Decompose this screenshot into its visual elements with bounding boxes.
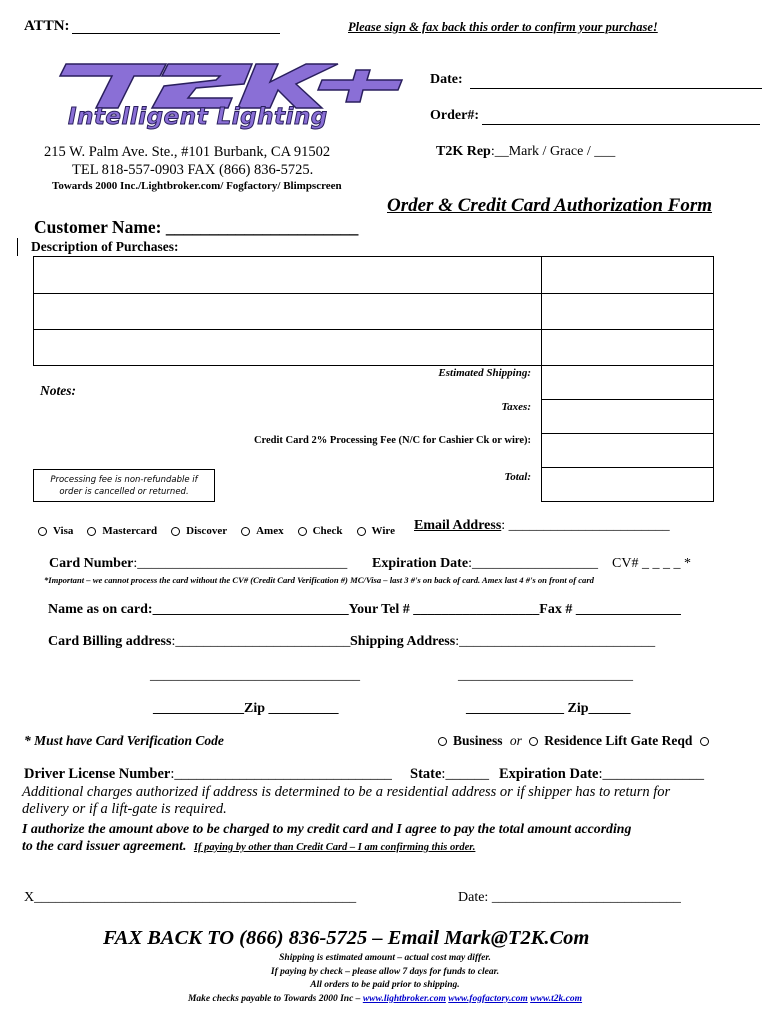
payment-discover[interactable]: Discover — [171, 525, 227, 537]
authorize-line-1: I authorize the amount above to be charged to my credit card and I agree to pay the total amount according — [22, 821, 632, 836]
state-field[interactable]: State:______ — [410, 766, 489, 782]
payment-visa[interactable]: Visa — [38, 525, 73, 537]
attn-label: ATTN: — [24, 18, 70, 34]
notes-label: Notes: — [40, 383, 76, 398]
fee-label: Credit Card 2% Processing Fee (N/C for Cashier Ck or wire): — [253, 435, 531, 446]
billing-address-line-2[interactable]: ______________________________ — [150, 668, 360, 683]
authorize-note: If paying by other than Credit Card – I am confirming this order. — [193, 842, 476, 853]
payment-methods — [38, 521, 405, 539]
footer-line-1: Shipping is estimated amount – actual cost may differ. — [279, 953, 491, 963]
company-phone-fax: TEL 818-557-0903 FAX (866) 836-5725. — [72, 162, 314, 178]
billing-zip-field[interactable]: _____________Zip __________ — [153, 701, 339, 716]
company-address: 215 W. Palm Ave. Ste., #101 Burbank, CA 91502 — [44, 144, 331, 160]
radio-icon — [438, 737, 447, 746]
fee-notice-line-1: Processing fee is non-refundable if — [50, 475, 198, 485]
taxes-amount[interactable] — [541, 399, 714, 434]
card-expiration-field[interactable]: Expiration Date:__________________ — [372, 556, 598, 571]
fee-notice-line-2: order is cancelled or returned. — [59, 487, 189, 497]
customer-name-field[interactable]: Customer Name: ______________________ — [34, 217, 359, 237]
license-expiration-field[interactable]: Expiration Date:______________ — [499, 766, 705, 782]
radio-icon — [357, 527, 366, 536]
authorize-line-2: to the card issuer agreement. If paying by other than Credit Card – I am confirming this order. — [22, 838, 476, 853]
business-option[interactable]: Business — [438, 733, 503, 748]
t2k-rep[interactable]: T2K Rep:__Mark / Grace / ___ — [436, 144, 616, 159]
total-amount[interactable] — [541, 467, 714, 502]
fax-back-line — [103, 927, 589, 950]
amount-row-3[interactable] — [541, 329, 714, 366]
footer-line-4: Make checks payable to Towards 2000 Inc – www.lightbroker.com www.fogfactory.com www.t2k.com — [187, 993, 583, 1004]
signature-date-field[interactable]: Date: ___________________________ — [458, 890, 681, 905]
lift-gate-radio-icon[interactable] — [700, 737, 709, 746]
payment-check[interactable]: Check — [298, 525, 343, 537]
cvc-note: * Must have Card Verification Code — [24, 733, 224, 748]
company-brands: Towards 2000 Inc./Lightbroker.com/ Fogfactory/ Blimpscreen — [52, 180, 342, 192]
t2k-link[interactable]: www.t2k.com — [530, 993, 583, 1004]
radio-icon — [298, 527, 307, 536]
address-type — [438, 733, 715, 749]
cv-field[interactable]: CV# _ _ _ _ * — [612, 556, 691, 571]
additional-charges-note: Additional charges authorized if address is determined to be a residential address or if shipper has to return for delivery or if a lift-gate is required. — [22, 784, 671, 817]
card-number-field[interactable]: Card Number:______________________________ — [49, 556, 348, 571]
payment-mastercard[interactable]: Mastercard — [87, 525, 157, 537]
radio-icon — [87, 527, 96, 536]
shipping-zip-field[interactable]: ______________ Zip______ — [466, 701, 631, 716]
shipping-address-line-2[interactable]: _________________________ — [458, 668, 633, 683]
amount-row-2[interactable] — [541, 293, 714, 330]
fogfactory-link[interactable]: www.fogfactory.com — [448, 993, 528, 1004]
date-field[interactable] — [470, 88, 762, 89]
fax-back-number: FAX BACK TO (866) 836-5725 — [103, 927, 368, 949]
or-text: or — [509, 733, 522, 748]
lightbroker-link[interactable]: www.lightbroker.com — [362, 993, 446, 1004]
cv-important-note: *Important – we cannot process the card without the CV# (Credit Card Verification #) MC/Visa – last 3 #'s on back of card. Amex last 4 #'s on front of card — [44, 575, 594, 585]
email-field[interactable]: Email Address: _______________________ — [414, 518, 670, 533]
shipping-amount[interactable] — [541, 365, 714, 400]
fee-amount[interactable] — [541, 433, 714, 468]
residence-option[interactable]: Residence Lift Gate Reqd — [529, 733, 692, 748]
order-field[interactable] — [482, 124, 760, 125]
margin-marker — [17, 238, 18, 256]
footer-notes — [0, 952, 770, 1006]
taxes-label: Taxes: — [501, 401, 531, 413]
logo-tagline: Intelligent Lighting — [68, 104, 328, 130]
shipping-address-field[interactable]: Shipping Address:____________________________ — [350, 634, 656, 649]
payment-amex[interactable]: Amex — [241, 525, 284, 537]
attn-field[interactable] — [72, 33, 280, 34]
company-logo — [56, 56, 406, 136]
footer-line-2: If paying by check – please allow 7 days for funds to clear. — [270, 966, 500, 977]
signature-field[interactable]: X______________________________________________ — [24, 890, 357, 905]
fax-notice: Please sign & fax back this order to confirm your purchase! — [348, 20, 658, 34]
description-row-3[interactable] — [33, 329, 542, 366]
description-row-2[interactable] — [33, 293, 542, 330]
description-label: Description of Purchases: — [31, 239, 179, 254]
form-title: Order & Credit Card Authorization Form — [387, 195, 713, 216]
billing-address-field[interactable]: Card Billing address:_________________________ — [48, 634, 351, 649]
driver-license-field[interactable]: Driver License Number:______________________________ — [24, 766, 392, 782]
shipping-label: Estimated Shipping: — [438, 367, 531, 379]
date-label: Date: — [430, 72, 463, 87]
footer-line-3: All orders to be paid prior to shipping. — [310, 980, 460, 990]
name-tel-fax-row[interactable]: Name as on card:____________________________Your Tel # __________________Fax # _______________ — [48, 602, 681, 617]
radio-icon — [241, 527, 250, 536]
order-label: Order#: — [430, 108, 479, 123]
amount-row-1[interactable] — [541, 256, 714, 294]
radio-icon — [38, 527, 47, 536]
description-row-1[interactable] — [33, 256, 542, 294]
fee-notice-box — [33, 469, 215, 502]
fax-back-email: – Email Mark@T2K.Com — [372, 927, 590, 949]
total-label: Total: — [504, 471, 531, 483]
radio-icon — [171, 527, 180, 536]
payment-wire[interactable]: Wire — [357, 525, 395, 537]
radio-icon — [529, 737, 538, 746]
